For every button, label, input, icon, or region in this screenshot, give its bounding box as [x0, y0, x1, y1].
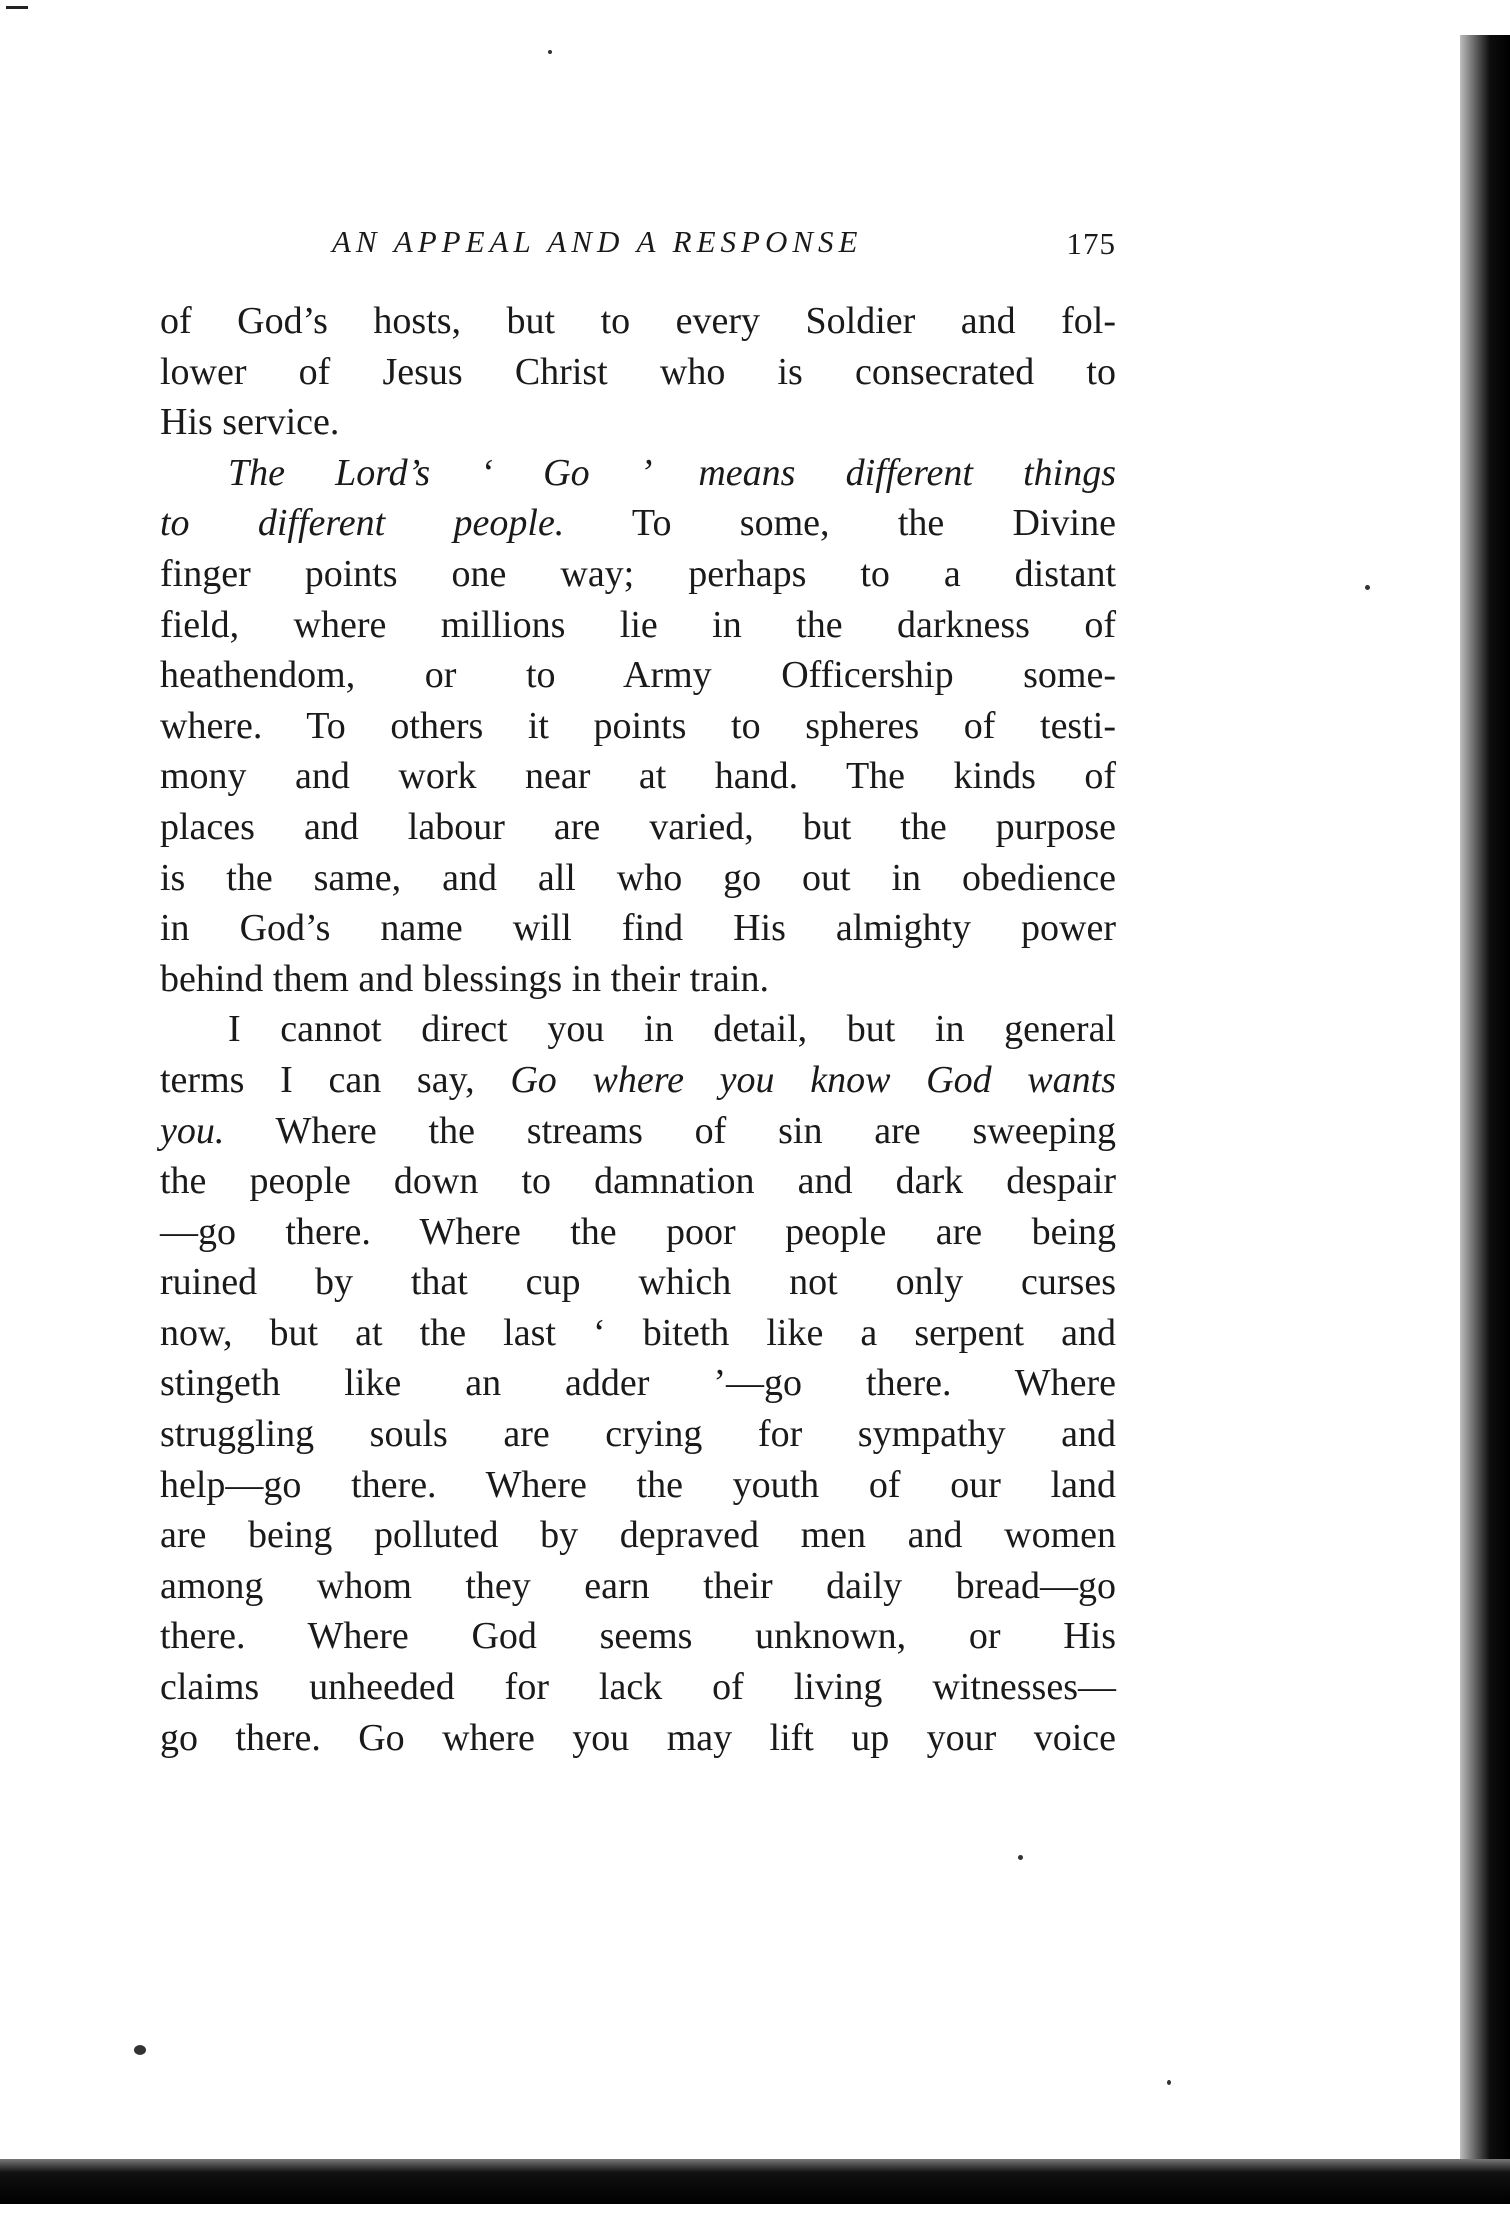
text-segment: behind them and blessings in their train. — [160, 957, 769, 1000]
text-segment: —go there. Where the poor people are being — [160, 1210, 1116, 1253]
scan-speck — [1167, 2080, 1171, 2085]
text-segment: help—go there. Where the youth of our land — [160, 1463, 1116, 1506]
text-segment: finger points one way; perhaps to a distant — [160, 552, 1116, 595]
text-line — [160, 1510, 1116, 1561]
text-line — [160, 1460, 1116, 1511]
text-segment: now, but at the last ‘ biteth like a serpent and — [160, 1311, 1116, 1354]
text-segment: claims unheeded for lack of living witnesses— — [160, 1666, 1116, 1709]
scan-mark — [6, 6, 28, 9]
text-line — [160, 1409, 1116, 1460]
body-text — [160, 296, 1116, 1763]
text-line — [160, 701, 1116, 752]
text-segment: places and labour are varied, but the purpose — [160, 805, 1116, 848]
text-line — [160, 549, 1116, 600]
text-line — [160, 448, 1116, 499]
text-line — [160, 1713, 1116, 1764]
text-segment: terms I can say, — [160, 1058, 511, 1101]
scan-speck — [1365, 585, 1370, 590]
text-line — [160, 1156, 1116, 1207]
text-line — [160, 1611, 1116, 1662]
text-segment: among whom they earn their daily bread—go — [160, 1564, 1116, 1607]
running-head — [160, 224, 1116, 268]
text-line — [160, 954, 1116, 1005]
scan-speck — [134, 2045, 146, 2055]
italic-text: to different people. — [160, 502, 565, 545]
text-line — [160, 1055, 1116, 1106]
text-segment: struggling souls are crying for sympathy and — [160, 1413, 1116, 1456]
scan-speck — [548, 50, 552, 54]
running-title: AN APPEAL AND A RESPONSE — [332, 224, 863, 259]
italic-text: you. — [160, 1109, 225, 1152]
text-segment: of God’s hosts, but to every Soldier and fol- — [160, 300, 1116, 342]
text-segment: I cannot direct you in detail, but in general — [228, 1008, 1116, 1051]
text-segment: mony and work near at hand. The kinds of — [160, 755, 1116, 798]
text-line — [160, 903, 1116, 954]
text-line — [160, 347, 1116, 398]
text-line — [160, 1308, 1116, 1359]
text-segment: heathendom, or to Army Officership some- — [160, 654, 1116, 697]
scan-margin-bottom — [0, 2204, 1510, 2226]
text-segment: is the same, and all who go out in obedience — [160, 856, 1116, 899]
text-segment: go there. Go where you may lift up your voice — [160, 1716, 1116, 1759]
text-segment: field, where millions lie in the darkness of — [160, 603, 1116, 646]
italic-text: Go where you know God wants — [510, 1058, 1116, 1101]
scan-edge-right — [1460, 35, 1510, 2205]
text-line — [160, 1004, 1116, 1055]
text-line — [160, 397, 1116, 448]
text-segment: where. To others it points to spheres of testi- — [160, 704, 1116, 747]
text-segment: Where the streams of sin are sweeping — [224, 1109, 1116, 1152]
text-segment: stingeth like an adder ’—go there. Where — [160, 1362, 1116, 1405]
text-segment: the people down to damnation and dark despair — [160, 1160, 1116, 1203]
scan-edge-bottom — [0, 2159, 1510, 2204]
text-line — [160, 296, 1116, 347]
text-line — [160, 853, 1116, 904]
text-line — [160, 1257, 1116, 1308]
page-number: 175 — [1066, 226, 1116, 261]
text-line — [160, 1106, 1116, 1157]
text-line — [160, 1207, 1116, 1258]
text-line — [160, 802, 1116, 853]
text-segment: in God’s name will find His almighty power — [160, 907, 1116, 950]
text-line — [160, 498, 1116, 549]
text-line — [160, 1358, 1116, 1409]
text-line — [160, 600, 1116, 651]
scan-speck — [1018, 1855, 1023, 1860]
text-segment: ruined by that cup which not only curses — [160, 1261, 1116, 1304]
text-segment: are being polluted by depraved men and women — [160, 1514, 1116, 1557]
text-segment: lower of Jesus Christ who is consecrated to — [160, 350, 1116, 393]
text-line — [160, 650, 1116, 701]
text-segment: To some, the Divine — [564, 502, 1116, 545]
text-line — [160, 1561, 1116, 1612]
text-segment: there. Where God seems unknown, or His — [160, 1615, 1116, 1658]
text-segment: His service. — [160, 401, 340, 444]
italic-text: The Lord’s ‘ Go ’ means different things — [228, 451, 1116, 494]
text-line — [160, 751, 1116, 802]
text-line — [160, 1662, 1116, 1713]
